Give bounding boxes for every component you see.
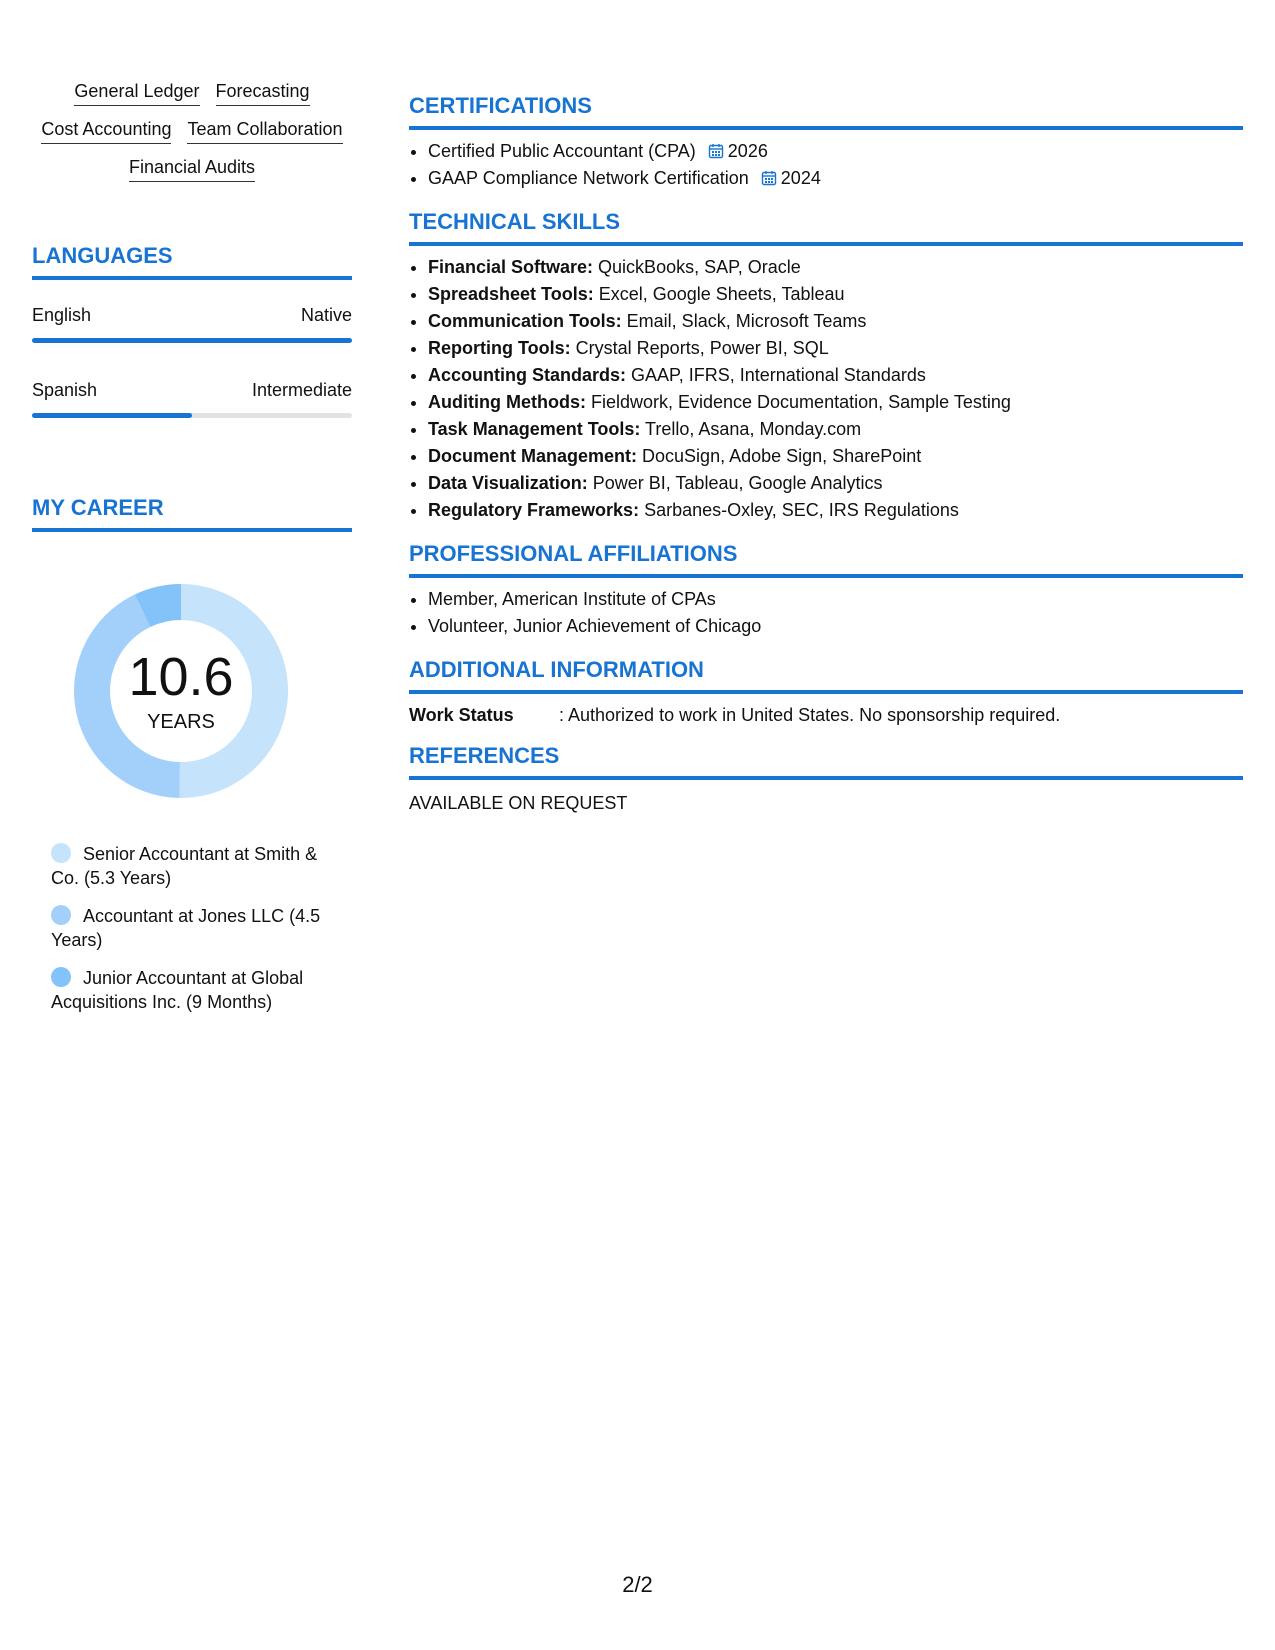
right-column (409, 92, 1243, 830)
certification-item (428, 165, 1243, 192)
technical-skills-section (409, 208, 1243, 524)
work-status-value: : Authorized to work in United States. No sponsorship required. (559, 705, 1061, 725)
language-name: English (32, 305, 92, 325)
skill-item (428, 254, 1243, 281)
certification-year: 2024 (780, 168, 821, 188)
references-text: AVAILABLE ON REQUEST (409, 793, 628, 813)
skill-label: Reporting Tools: (428, 338, 571, 358)
career-title: MY CAREER (32, 494, 352, 532)
certifications-title: CERTIFICATIONS (409, 92, 1243, 130)
language-bar (32, 338, 352, 343)
legend-label: Accountant at Jones LLC (4.5 Years) (51, 906, 321, 950)
skill-label: Document Management: (428, 446, 638, 466)
legend-dot (51, 843, 71, 863)
skill-tag: Team Collaboration (187, 118, 342, 144)
references-section (409, 742, 1243, 814)
left-column (32, 80, 352, 1028)
languages-title: LANGUAGES (32, 242, 352, 280)
skill-item (428, 389, 1243, 416)
language-name: Spanish (32, 380, 98, 400)
certification-year: 2026 (727, 141, 768, 161)
skills-tags (32, 80, 352, 182)
legend-item (51, 842, 341, 890)
career-total-value: 10.6 (128, 647, 234, 707)
legend-dot (51, 967, 71, 987)
language-bar-fill (32, 338, 352, 343)
donut-center (66, 576, 296, 806)
language-row-spanish (32, 379, 352, 401)
career-total-unit: YEARS (147, 711, 215, 733)
skill-label: Accounting Standards: (428, 365, 627, 385)
certification-name: Certified Public Accountant (CPA) (428, 141, 696, 161)
skill-item (428, 362, 1243, 389)
skill-label: Regulatory Frameworks: (428, 500, 640, 520)
career-legend (32, 842, 341, 1014)
certifications-list (409, 138, 1243, 192)
skill-item (428, 416, 1243, 443)
skill-value: Crystal Reports, Power BI, SQL (570, 338, 829, 358)
page-number: 2/2 (622, 1572, 653, 1597)
legend-label: Junior Accountant at Global Acquisitions Inc. (9 Months) (51, 968, 304, 1012)
certification-name: GAAP Compliance Network Certification (428, 168, 749, 188)
skill-value: Trello, Asana, Monday.com (640, 419, 862, 439)
skill-value: Excel, Google Sheets, Tableau (593, 284, 845, 304)
skill-value: Power BI, Tableau, Google Analytics (587, 473, 883, 493)
languages-section (32, 242, 352, 418)
certifications-section (409, 92, 1243, 192)
calendar-icon (708, 143, 724, 159)
calendar-icon (761, 170, 777, 186)
skill-label: Communication Tools: (428, 311, 622, 331)
skill-value: QuickBooks, SAP, Oracle (593, 257, 801, 277)
skill-tag: Financial Audits (129, 156, 255, 182)
skill-item (428, 443, 1243, 470)
legend-item (51, 966, 341, 1014)
language-row-english (32, 304, 352, 326)
legend-item (51, 904, 341, 952)
skill-tag: Cost Accounting (41, 118, 171, 144)
skill-label: Spreadsheet Tools: (428, 284, 594, 304)
affiliation-item: • Volunteer, Junior Achievement of Chicago (428, 613, 1243, 640)
technical-skills-list (409, 254, 1243, 524)
skill-item (428, 470, 1243, 497)
skill-label: Financial Software: (428, 257, 594, 277)
skill-value: GAAP, IFRS, International Standards (626, 365, 926, 385)
language-bar (32, 413, 352, 418)
legend-dot (51, 905, 71, 925)
skill-value: Fieldwork, Evidence Documentation, Sample Testing (585, 392, 1011, 412)
additional-info-title: ADDITIONAL INFORMATION (409, 656, 1243, 694)
skill-tag: Forecasting (216, 80, 310, 106)
affiliations-title: PROFESSIONAL AFFILIATIONS (409, 540, 1243, 578)
language-bar-fill (32, 413, 192, 418)
technical-skills-title: TECHNICAL SKILLS (409, 208, 1243, 246)
work-status-label: Work Status (409, 705, 514, 725)
affiliations-list (409, 586, 1243, 640)
skill-label: Data Visualization: (428, 473, 588, 493)
skill-item (428, 335, 1243, 362)
skill-tag: General Ledger (74, 80, 199, 106)
legend-label: Senior Accountant at Smith & Co. (5.3 Years) (51, 844, 318, 888)
skill-value: Email, Slack, Microsoft Teams (621, 311, 867, 331)
skill-value: Sarbanes-Oxley, SEC, IRS Regulations (639, 500, 959, 520)
work-status-row (409, 704, 1243, 726)
skill-item (428, 281, 1243, 308)
skill-item (428, 497, 1243, 524)
skill-value: DocuSign, Adobe Sign, SharePoint (637, 446, 922, 466)
additional-info-section (409, 656, 1243, 726)
affiliations-section (409, 540, 1243, 640)
skill-label: Auditing Methods: (428, 392, 586, 412)
career-donut-chart (66, 576, 296, 806)
certification-item (428, 138, 1243, 165)
skill-item (428, 308, 1243, 335)
skill-label: Task Management Tools: (428, 419, 641, 439)
references-title: REFERENCES (409, 742, 1243, 780)
affiliation-item: • Member, American Institute of CPAs (428, 586, 1243, 613)
language-level: Native (300, 305, 352, 325)
language-level: Intermediate (251, 380, 352, 400)
career-section (32, 494, 352, 1014)
